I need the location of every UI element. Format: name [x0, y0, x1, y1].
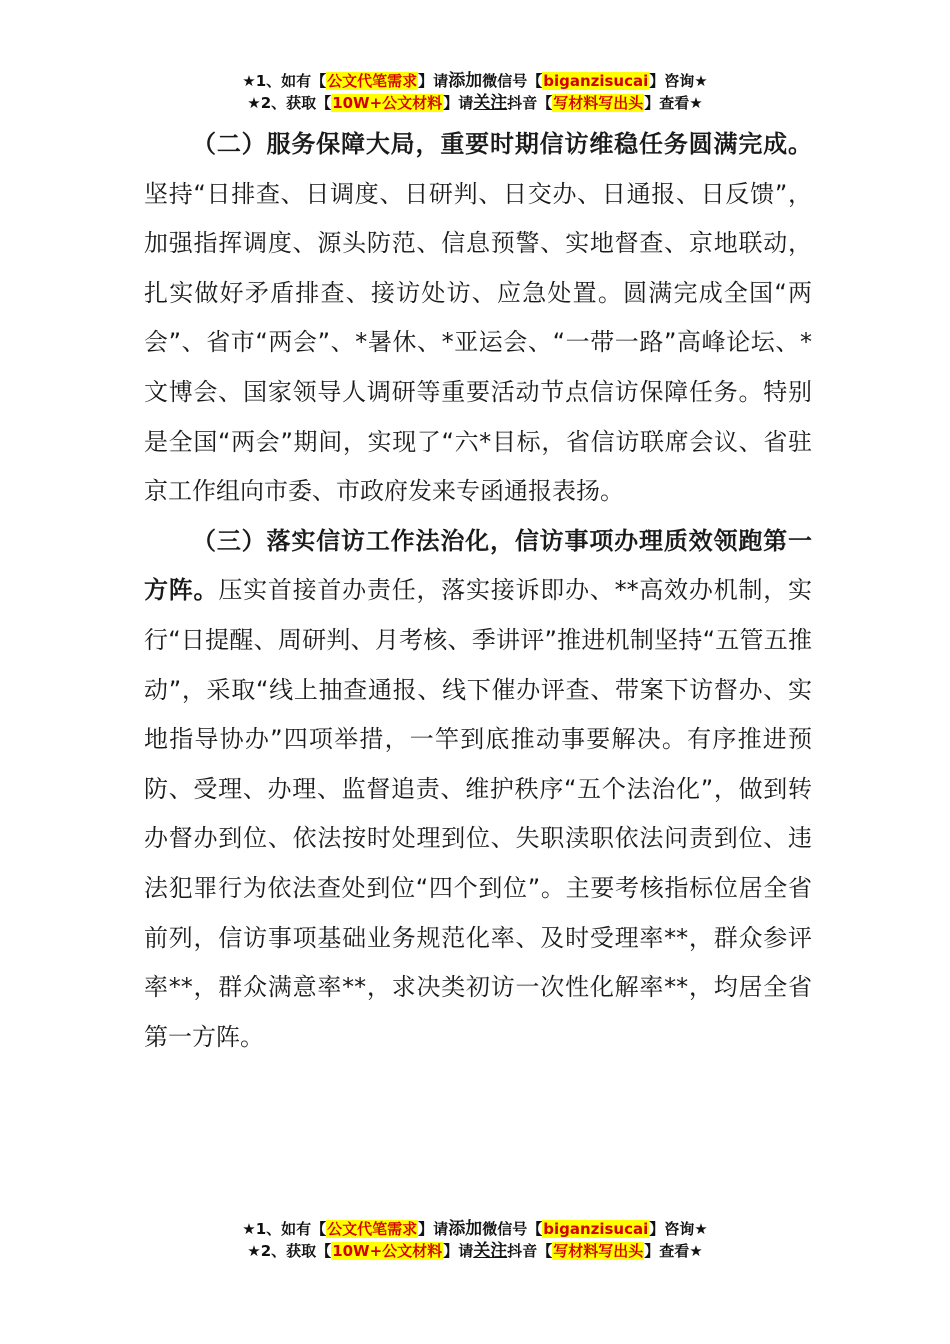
banner-text: 】咨询★ [649, 1220, 708, 1238]
section-3-heading: （三）落实信访工作法治化，信访事项办理质效领跑第一方阵。 [144, 526, 812, 605]
banner-text: ★1、如有【 [242, 1220, 327, 1238]
banner-text: 抖音【 [507, 94, 553, 112]
top-banner [0, 70, 950, 114]
banner-line-1 [0, 1218, 950, 1240]
emphasis-follow: 关注 [473, 93, 508, 113]
highlight-douyin: 写材料写出头 [553, 1242, 644, 1260]
banner-text: 】请 [443, 1242, 474, 1260]
emphasis-follow: 关注 [473, 1241, 508, 1261]
banner-line-1 [0, 70, 950, 92]
banner-text: 】请 [418, 72, 449, 90]
emphasis-add: 添加 [448, 71, 483, 91]
banner-text: ★2、获取【 [247, 1242, 332, 1260]
banner-line-2 [0, 92, 950, 114]
banner-text: 微信号【 [482, 1220, 543, 1238]
banner-text: ★1、如有【 [242, 72, 327, 90]
emphasis-add: 添加 [448, 1219, 483, 1239]
banner-text: 】请 [418, 1220, 449, 1238]
highlight-wechat-id: biganzisucai [543, 72, 649, 90]
document-body [144, 120, 812, 1062]
highlight-service: 公文代笔需求 [327, 72, 418, 90]
highlight-materials: 10W+公文材料 [332, 1242, 443, 1260]
banner-text: 】咨询★ [649, 72, 708, 90]
banner-text: 抖音【 [507, 1242, 553, 1260]
banner-text: 】请 [443, 94, 474, 112]
banner-text: ★2、获取【 [247, 94, 332, 112]
bottom-banner [0, 1218, 950, 1262]
banner-line-2 [0, 1240, 950, 1262]
highlight-douyin: 写材料写出头 [553, 94, 644, 112]
banner-text: 】查看★ [644, 94, 703, 112]
banner-text: 】查看★ [644, 1242, 703, 1260]
section-2-heading: （二）服务保障大局，重要时期信访维稳任务圆满完成。 [192, 130, 812, 158]
section-3-text: 压实首接首办责任，落实接诉即办、**高效办机制，实行“日提醒、周研判、月考核、季讲评”推进机制坚持“五管五推动”，采取“线上抽查通报、线下催办评查、带案下访督办、实地指导协办”四项举措，一竿到底推动事要解决。有序推进预防、受理、办理、监督追责、维护秩序“五个法治化”，做到转办督办到位、依法按时处理到位、失职渎职依法问责到位、违法犯罪行为依法查处到位“四个到位”。主要考核指标位居全省前列，信访事项基础业务规范化率、及时受理率**，群众参评率**，群众满意率**，求决类初访一次性化解率**，均居全省第一方阵。 [144, 576, 813, 1051]
section-3-paragraph [144, 517, 812, 1063]
highlight-service: 公文代笔需求 [327, 1220, 418, 1238]
section-2-paragraph [144, 120, 812, 517]
banner-text: 微信号【 [482, 72, 543, 90]
highlight-materials: 10W+公文材料 [332, 94, 443, 112]
highlight-wechat-id: biganzisucai [543, 1220, 649, 1238]
section-2-text: 坚持“日排查、日调度、日研判、日交办、日通报、日反馈”，加强指挥调度、源头防范、信息预警、实地督查、京地联动，扎实做好矛盾排查、接访处访、应急处置。圆满完成全国“两会”、省市“两会”、*暑休、*亚运会、“一带一路”高峰论坛、*文博会、国家领导人调研等重要活动节点信访保障任务。特别是全国“两会”期间，实现了“六*目标，省信访联席会议、省驻京工作组向市委、市政府发来专函通报表扬。 [144, 179, 812, 506]
